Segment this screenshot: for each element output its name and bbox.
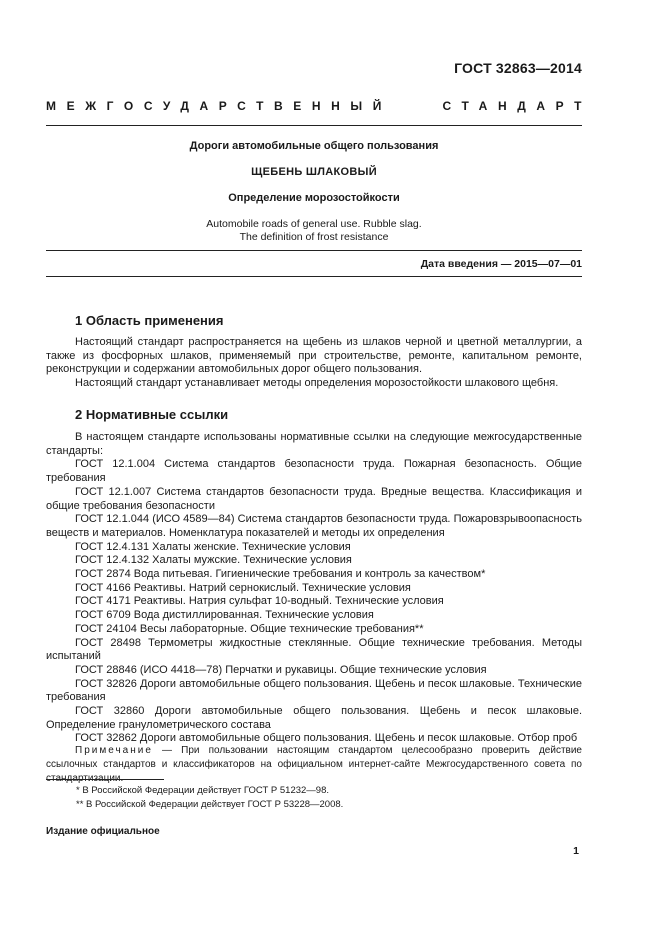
reference-item: ГОСТ 2874 Вода питьевая. Гигиенические требования и контроль за качеством* [75, 568, 486, 581]
reference-item: ГОСТ 12.1.007 Система стандартов безопасности труда. Вредные вещества. Классификация и общие требования безопасности [46, 485, 582, 512]
reference-item: ГОСТ 12.4.131 Халаты женские. Технические условия [75, 540, 351, 553]
title-divider [46, 250, 582, 251]
introduction-date: Дата введения — 2015—07—01 [420, 258, 582, 270]
reference-item: ГОСТ 4171 Реактивы. Натрия сульфат 10-водный. Технические условия [75, 595, 444, 608]
note-label: Примечание [75, 745, 153, 756]
english-title-line-1: Automobile roads of general use. Rubble slag. [206, 218, 422, 230]
section-1-body [46, 336, 582, 391]
title-line-2: ЩЕБЕНЬ ШЛАКОВЫЙ [251, 166, 377, 178]
date-divider [46, 276, 582, 277]
title-line-1: Дороги автомобильные общего пользования [189, 140, 439, 152]
title-line-3: Определение морозостойкости [228, 192, 400, 204]
page-number: 1 [573, 845, 579, 857]
footnote-2: ** В Российской Федерации действует ГОСТ Р 53228—2008. [76, 799, 344, 810]
reference-item: ГОСТ 4166 Реактивы. Натрий сернокислый. Технические условия [75, 581, 411, 594]
official-edition-label: Издание официальное [46, 826, 160, 837]
header-divider [46, 125, 582, 126]
paragraph: В настоящем стандарте использованы нормативные ссылки на следующие межгосударственные стандарты: [46, 431, 582, 457]
reference-item: ГОСТ 24104 Весы лабораторные. Общие технические требования** [75, 622, 424, 635]
reference-item: ГОСТ 32860 Дороги автомобильные общего пользования. Щебень и песок шлаковые. Определение гранулометрического состава [46, 705, 582, 731]
reference-item: ГОСТ 28498 Термометры жидкостные стеклянные. Общие технические требования. Методы испытаний [46, 636, 582, 663]
reference-item: ГОСТ 6709 Вода дистиллированная. Технические условия [75, 609, 374, 622]
section-2-heading: 2 Нормативные ссылки [75, 407, 229, 422]
footnote-1: * В Российской Федерации действует ГОСТ Р 51232—98. [76, 785, 330, 796]
paragraph: Настоящий стандарт распространяется на щебень из шлаков черной и цветной металлургии, а также из фосфорных шлаков, применяемый при строительстве, ремонте, капитальном ремонте, реконструкции и содержании автомобильных дорог общего пользования. [46, 336, 582, 376]
reference-item: ГОСТ 12.1.044 (ИСО 4589—84) Система стандартов безопасности труда. Пожаровзрывоопасность веществ и материалов. Номенклатура показателей и методы их определения [46, 513, 582, 539]
standard-type-banner [46, 98, 592, 114]
standard-type-word-2: СТАНДАРТ [442, 99, 592, 113]
english-title-line-2: The definition of frost resistance [239, 231, 389, 243]
reference-item: ГОСТ 32862 Дороги автомобильные общего пользования. Щебень и песок шлаковые. Отбор проб [75, 732, 578, 745]
section-1-heading: 1 Область применения [75, 313, 224, 328]
standard-type-word-1: МЕЖГОСУДАРСТВЕННЫЙ [46, 99, 392, 113]
footnote-divider [46, 779, 164, 780]
reference-item: ГОСТ 28846 (ИСО 4418—78) Перчатки и рукавицы. Общие технические условия [75, 663, 487, 676]
reference-item: ГОСТ 32826 Дороги автомобильные общего пользования. Щебень и песок шлаковые. Технические требования [46, 677, 582, 704]
paragraph: Настоящий стандарт устанавливает методы определения морозостойкости шлакового щебня. [75, 377, 559, 390]
section-2-body [46, 431, 582, 746]
reference-item: ГОСТ 12.1.004 Система стандартов безопасности труда. Пожарная безопасность. Общие требования [46, 458, 582, 485]
reference-item: ГОСТ 12.4.132 Халаты мужские. Технические условия [75, 554, 352, 567]
document-code: ГОСТ 32863—2014 [454, 60, 582, 76]
note-text: — При пользовании настоящим стандартом целесообразно проверить действие ссылочных стандартов и классификаторов на официальном интернет-сайте Межгосударственного совета по стандартизации. [46, 745, 582, 784]
